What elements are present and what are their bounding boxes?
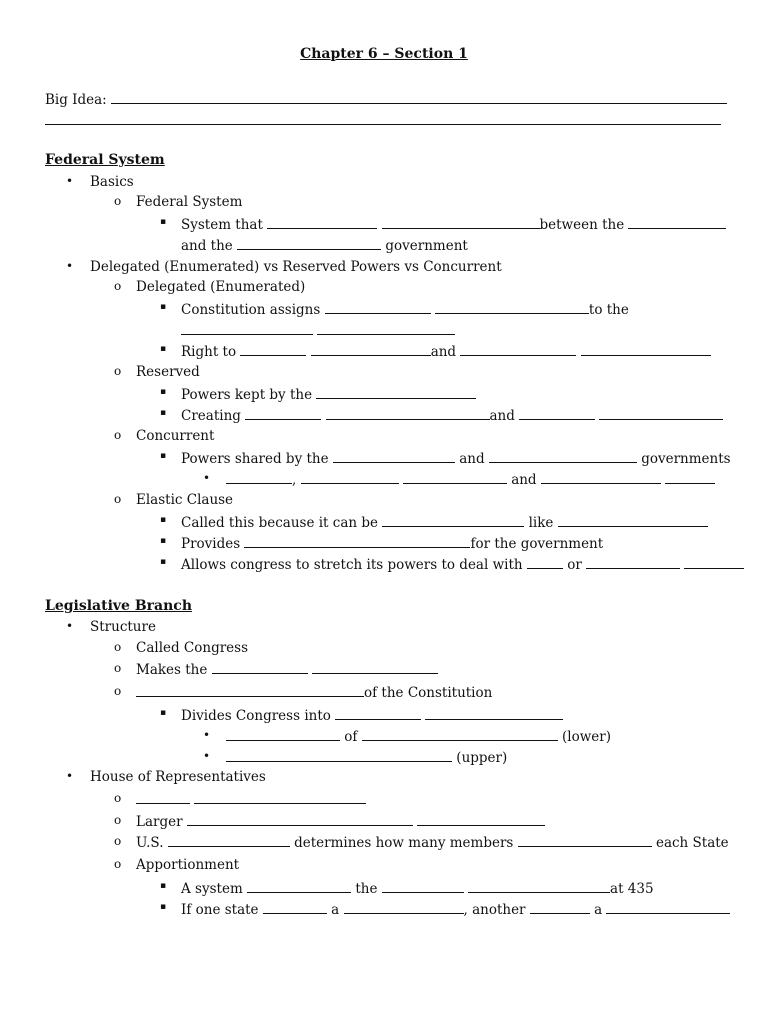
text: the	[355, 881, 378, 897]
section-heading-federal-system: Federal System	[45, 152, 165, 168]
text: governments	[641, 451, 731, 467]
fill-blank[interactable]	[194, 791, 366, 804]
list-item	[181, 386, 476, 403]
fill-blank[interactable]	[435, 301, 589, 314]
list-item: House of Representatives	[90, 769, 266, 785]
fill-blank[interactable]	[181, 322, 313, 335]
big-idea-row-2	[45, 112, 721, 129]
text: for the government	[470, 536, 604, 552]
fill-blank[interactable]	[240, 343, 306, 356]
fill-blank[interactable]	[244, 535, 470, 548]
list-item: Federal System	[136, 194, 243, 210]
bullet-level3: ▪	[160, 344, 167, 354]
text: and the	[181, 238, 233, 254]
text: Allows congress to stretch its powers to deal with	[181, 557, 523, 573]
list-item	[181, 880, 654, 897]
big-idea-blank-2[interactable]	[45, 112, 721, 125]
text: and	[511, 472, 537, 488]
text: If one state	[181, 902, 259, 918]
list-item: Delegated (Enumerated)	[136, 279, 306, 295]
list-item: Called Congress	[136, 640, 249, 656]
text: a	[594, 902, 603, 918]
text: ,	[292, 472, 297, 488]
fill-blank[interactable]	[460, 343, 576, 356]
fill-blank[interactable]	[527, 556, 563, 569]
text: Constitution assigns	[181, 302, 321, 318]
fill-blank[interactable]	[168, 834, 290, 847]
text: to the	[588, 302, 629, 318]
fill-blank[interactable]	[316, 386, 476, 399]
bullet-level3: ▪	[160, 451, 167, 461]
text: Right to	[181, 344, 237, 360]
list-item: Apportionment	[136, 857, 240, 873]
text: between the	[539, 217, 625, 233]
fill-blank[interactable]	[344, 901, 464, 914]
fill-blank[interactable]	[541, 471, 661, 484]
bullet-level2: o	[114, 428, 122, 442]
text: Called this because it can be	[181, 515, 378, 531]
fill-blank[interactable]	[558, 514, 708, 527]
text: or	[567, 557, 582, 573]
text: and	[430, 344, 457, 360]
bullet-level2: o	[114, 791, 122, 805]
fill-blank[interactable]	[245, 407, 321, 420]
fill-blank[interactable]	[326, 407, 490, 420]
bullet-level3: ▪	[160, 387, 167, 397]
text: U.S.	[136, 835, 164, 851]
text: , another	[463, 902, 526, 918]
text: a	[331, 902, 340, 918]
fill-blank[interactable]	[403, 471, 507, 484]
text: determines how many members	[294, 835, 514, 851]
fill-blank[interactable]	[468, 880, 610, 893]
bullet-level1: •	[66, 619, 74, 633]
bullet-level3: ▪	[160, 881, 167, 891]
bullet-level2: o	[114, 492, 122, 506]
bullet-level3: ▪	[160, 408, 167, 418]
fill-blank[interactable]	[267, 216, 377, 229]
fill-blank[interactable]	[237, 237, 381, 250]
list-item	[226, 471, 715, 488]
list-item	[181, 535, 603, 552]
fill-blank[interactable]	[187, 813, 413, 826]
bullet-level3: ▪	[160, 536, 167, 546]
bullet-level3: ▪	[160, 217, 167, 227]
text: and	[489, 408, 515, 424]
list-item: Structure	[90, 619, 156, 635]
list-item-continued	[181, 237, 468, 254]
list-item: Basics	[90, 174, 134, 190]
text: (lower)	[562, 729, 611, 745]
text: and	[459, 451, 485, 467]
fill-blank[interactable]	[212, 661, 308, 674]
text: of the Constitution	[364, 685, 493, 701]
list-item-continued	[181, 322, 455, 339]
list-item: Concurrent	[136, 428, 215, 444]
text: of	[344, 729, 358, 745]
text: A system	[181, 881, 243, 897]
bullet-level3: ▪	[160, 708, 167, 718]
fill-blank[interactable]	[312, 661, 438, 674]
bullet-level2: o	[114, 640, 122, 654]
bullet-level2: o	[114, 684, 122, 698]
list-item	[181, 514, 708, 531]
fill-blank[interactable]	[519, 407, 595, 420]
list-item	[181, 556, 744, 573]
fill-blank[interactable]	[425, 707, 563, 720]
section-heading-legislative-branch: Legislative Branch	[45, 598, 192, 614]
bullet-level2: o	[114, 364, 122, 378]
fill-blank[interactable]	[301, 471, 399, 484]
fill-blank[interactable]	[317, 322, 455, 335]
bullet-level2: o	[114, 857, 122, 871]
text: like	[528, 515, 554, 531]
fill-blank[interactable]	[335, 707, 421, 720]
list-item	[136, 834, 729, 851]
fill-blank[interactable]	[333, 450, 455, 463]
fill-blank[interactable]	[263, 901, 327, 914]
list-item	[226, 728, 611, 745]
fill-blank[interactable]	[362, 728, 558, 741]
fill-blank[interactable]	[628, 216, 726, 229]
bullet-level3: ▪	[160, 902, 167, 912]
fill-blank[interactable]	[136, 684, 364, 697]
text: Provides	[181, 536, 241, 552]
bullet-level2: o	[114, 279, 122, 293]
big-idea-row	[45, 91, 727, 108]
bullet-level2: o	[114, 834, 122, 848]
fill-blank[interactable]	[599, 407, 723, 420]
bullet-level3: ▪	[160, 302, 167, 312]
fill-blank[interactable]	[382, 880, 464, 893]
fill-blank[interactable]	[382, 216, 540, 229]
bullet-level1: •	[66, 259, 74, 273]
fill-blank[interactable]	[325, 301, 431, 314]
list-item	[181, 301, 629, 318]
fill-blank[interactable]	[247, 880, 351, 893]
bullet-level3: ▪	[160, 515, 167, 525]
list-item: Delegated (Enumerated) vs Reserved Powers vs Concurrent	[90, 259, 502, 275]
fill-blank[interactable]	[586, 556, 680, 569]
fill-blank[interactable]	[226, 728, 340, 741]
list-item	[226, 749, 507, 766]
bullet-level2: o	[114, 661, 122, 675]
text: Creating	[181, 408, 241, 424]
fill-blank[interactable]	[226, 749, 452, 762]
fill-blank[interactable]	[518, 834, 652, 847]
fill-blank[interactable]	[382, 514, 524, 527]
bullet-level4: •	[203, 728, 211, 742]
text: Makes the	[136, 662, 208, 678]
page-title: Chapter 6 – Section 1	[300, 46, 468, 62]
text: Powers shared by the	[181, 451, 329, 467]
bullet-level3: ▪	[160, 557, 167, 567]
list-item: Reserved	[136, 364, 200, 380]
fill-blank[interactable]	[226, 471, 292, 484]
list-item: Elastic Clause	[136, 492, 234, 508]
fill-blank[interactable]	[581, 343, 711, 356]
fill-blank[interactable]	[417, 813, 545, 826]
text: System that	[181, 217, 263, 233]
bullet-level2: o	[114, 813, 122, 827]
list-item	[181, 216, 726, 233]
fill-blank[interactable]	[311, 343, 431, 356]
bullet-level2: o	[114, 194, 122, 208]
text: Powers kept by the	[181, 387, 313, 403]
text: each State	[655, 835, 729, 851]
big-idea-blank[interactable]	[111, 91, 727, 104]
list-item	[181, 450, 731, 467]
bullet-level4: •	[203, 749, 211, 763]
big-idea-label: Big Idea:	[45, 92, 107, 108]
list-item	[136, 661, 438, 678]
text: Divides Congress into	[181, 708, 331, 724]
list-item	[181, 707, 563, 724]
fill-blank[interactable]	[684, 556, 744, 569]
list-item	[136, 813, 545, 830]
list-item	[136, 791, 366, 808]
text: (upper)	[456, 750, 508, 766]
bullet-level1: •	[66, 769, 74, 783]
bullet-level4: •	[203, 471, 211, 485]
text: Larger	[136, 814, 183, 830]
fill-blank[interactable]	[530, 901, 590, 914]
list-item	[181, 343, 711, 360]
fill-blank[interactable]	[489, 450, 637, 463]
fill-blank[interactable]	[665, 471, 715, 484]
text: government	[385, 238, 468, 254]
list-item	[136, 684, 492, 701]
fill-blank[interactable]	[606, 901, 730, 914]
bullet-level1: •	[66, 174, 74, 188]
text: at 435	[610, 881, 654, 897]
list-item	[181, 407, 723, 424]
list-item	[181, 901, 730, 918]
fill-blank[interactable]	[136, 791, 190, 804]
